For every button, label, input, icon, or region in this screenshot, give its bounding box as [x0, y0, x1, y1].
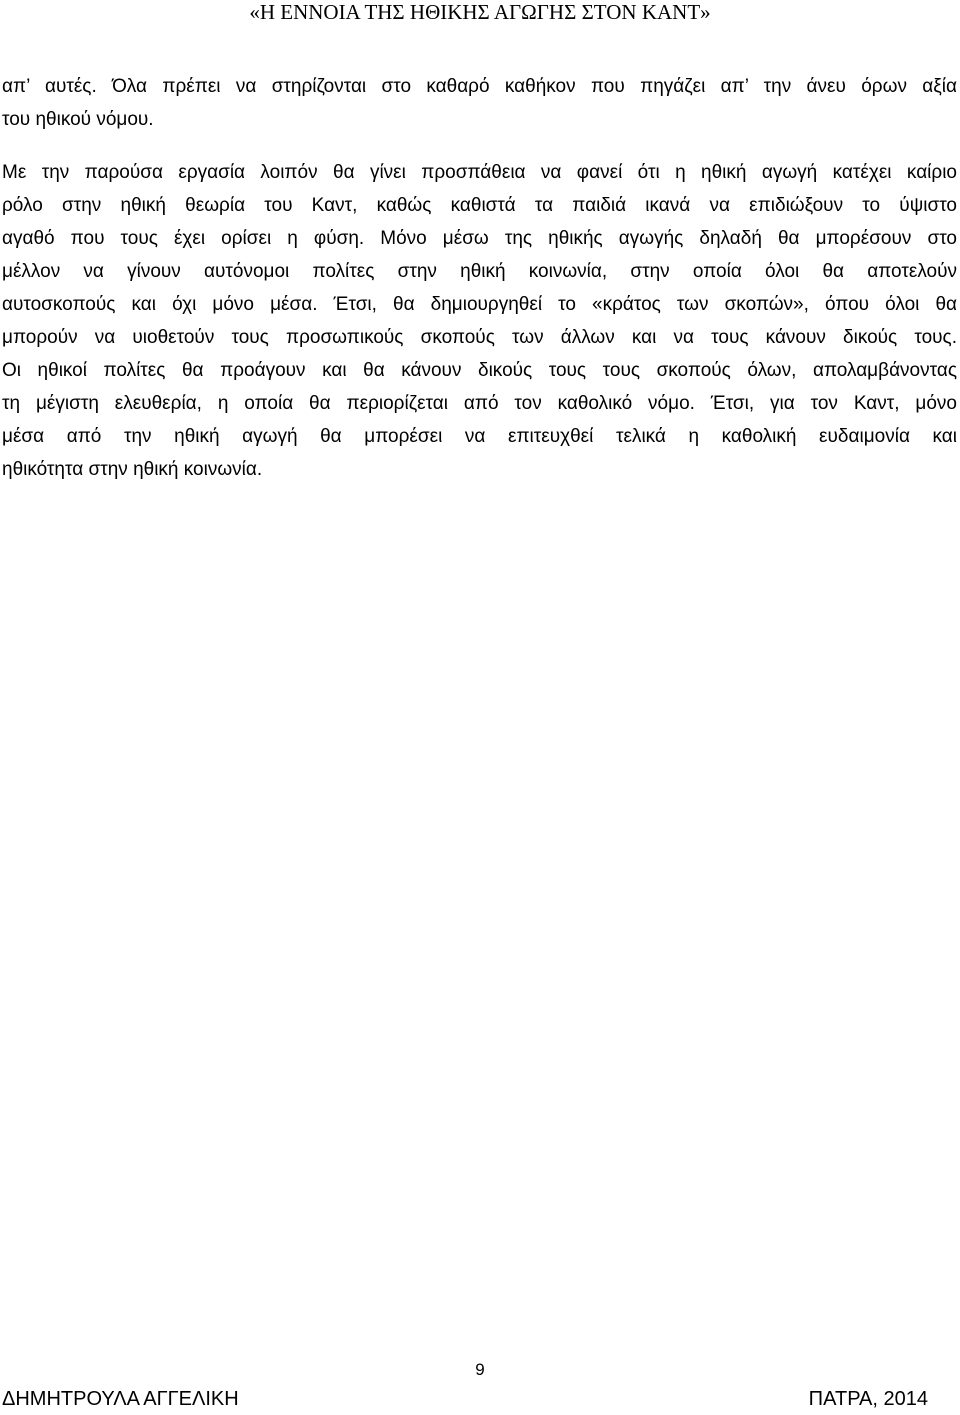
- footer-place-year: ΠΑΤΡΑ, 2014: [808, 1388, 928, 1410]
- text-line: μέλλον να γίνουν αυτόνομοι πολίτες στην ηθική κοινωνία, στην οποία όλοι θα αποτελούν: [2, 261, 957, 282]
- continued-paragraph: [2, 70, 957, 136]
- text-line: ηθικότητα στην ηθική κοινωνία.: [2, 459, 263, 480]
- text-line: μέσα από την ηθική αγωγή θα μπορέσει να επιτευχθεί τελικά η καθολική ευδαιμονία και: [2, 426, 957, 447]
- text-line: τη μέγιστη ελευθερία, η οποία θα περιορίζεται από τον καθολικό νόμο. Έτσι, για τον Καντ, μόνο: [2, 393, 957, 414]
- page-footer: [0, 1384, 960, 1414]
- text-line: μπορούν να υιοθετούν τους προσωπικούς σκοπούς των άλλων και να τους κάνουν δικούς τους.: [2, 327, 957, 348]
- text-line: Με την παρούσα εργασία λοιπόν θα γίνει προσπάθεια να φανεί ότι η ηθική αγωγή κατέχει καίριο: [2, 162, 957, 183]
- main-paragraph: [2, 156, 957, 486]
- text-line: απ’ αυτές. Όλα πρέπει να στηρίζονται στο καθαρό καθήκον που πηγάζει απ’ την άνευ όρων αξία: [2, 76, 957, 97]
- page-number: 9: [475, 1360, 485, 1379]
- text-line: ρόλο στην ηθική θεωρία του Καντ, καθώς καθιστά τα παιδιά ικανά να επιδιώξουν το ύψιστο: [2, 195, 957, 216]
- footer-author: ΔΗΜΗΤΡΟΥΛΑ ΑΓΓΕΛΙΚΗ: [2, 1388, 239, 1410]
- text-line: αυτοσκοπούς και όχι μόνο μέσα. Έτσι, θα δημιουργηθεί το «κράτος των σκοπών», όπου όλοι θα: [2, 294, 957, 315]
- text-line: αγαθό που τους έχει ορίσει η φύση. Μόνο μέσω της ηθικής αγωγής δηλαδή θα μπορέσουν στο: [2, 228, 957, 249]
- text-line: του ηθικού νόμου.: [2, 109, 154, 130]
- running-header: «Η ΕΝΝΟΙΑ ΤΗΣ ΗΘΙΚΗΣ ΑΓΩΓΗΣ ΣΤΟΝ ΚΑΝΤ»: [249, 0, 711, 24]
- text-line: Οι ηθικοί πολίτες θα προάγουν και θα κάνουν δικούς τους τους σκοπούς όλων, απολαμβάνοντας: [2, 360, 957, 381]
